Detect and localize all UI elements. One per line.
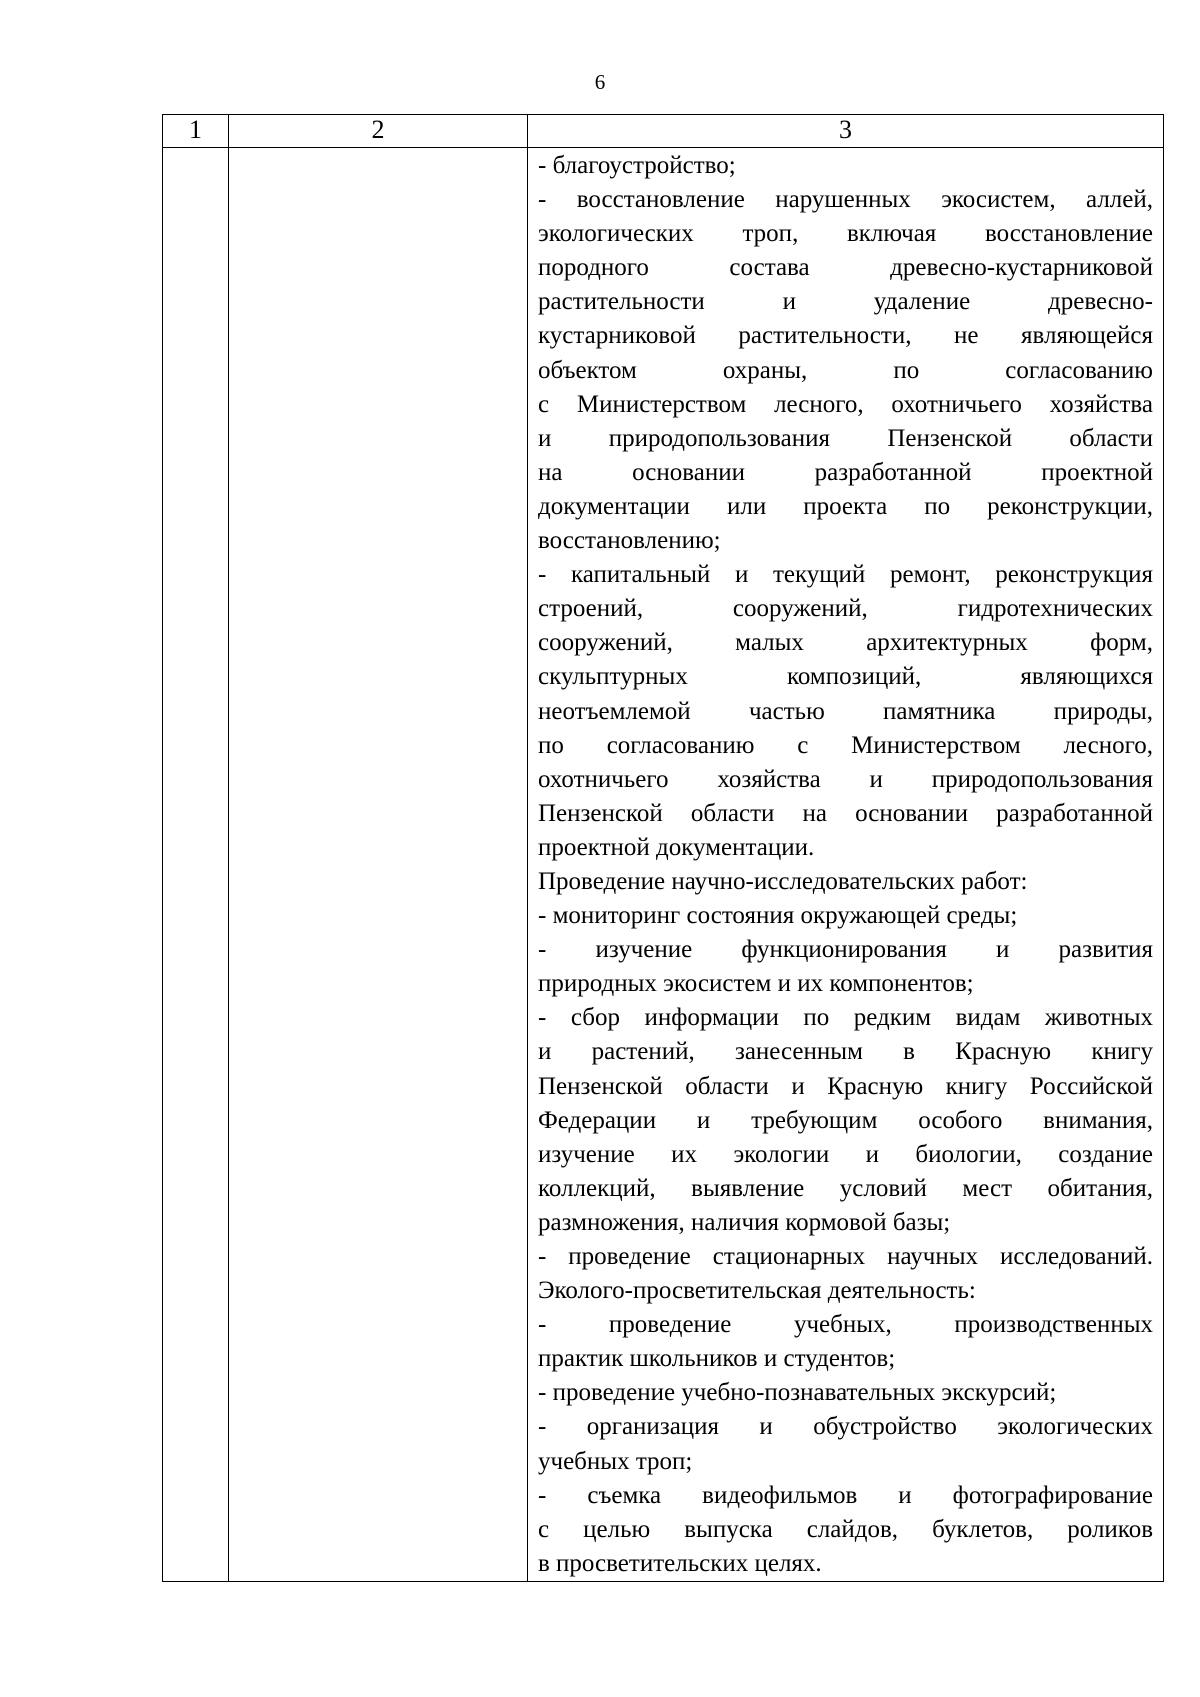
text-line: коллекций, выявление условий мест обитания,	[538, 1174, 1153, 1202]
text-line: Пензенской области на основании разработанной	[538, 799, 1153, 827]
column-header-2: 2	[229, 115, 528, 148]
text-line: объектом охраны, по согласованию	[538, 356, 1153, 384]
text-line: Пензенской области и Красную книгу Российской	[538, 1072, 1153, 1100]
text-line: - организация и обустройство экологических	[538, 1413, 1153, 1441]
text-line: Эколого-просветительская деятельность:	[538, 1277, 976, 1305]
text-line: охотничьего хозяйства и природопользования	[538, 765, 1153, 793]
text-line: строений, сооружений, гидротехнических	[538, 595, 1153, 623]
table-header-row	[163, 115, 1164, 148]
text-line: кустарниковой растительности, не являющейся	[538, 322, 1153, 350]
text-line: размножения, наличия кормовой базы;	[538, 1208, 951, 1236]
text-line: - благоустройство;	[538, 152, 736, 179]
page-number: 6	[594, 70, 606, 94]
text-line: и природопользования Пензенской области	[538, 424, 1153, 452]
text-line: - проведение учебных, производственных	[538, 1311, 1153, 1339]
text-line: - проведение стационарных научных исследований.	[538, 1243, 1153, 1270]
text-line: неотъемлемой частью памятника природы,	[538, 697, 1153, 725]
text-line: - проведение учебно-познавательных экскурсий;	[538, 1379, 1057, 1407]
text-line: изучение их экологии и биологии, создание	[538, 1140, 1153, 1168]
text-line: Федерации и требующим особого внимания,	[538, 1106, 1153, 1134]
text-line: практик школьников и студентов;	[538, 1345, 896, 1373]
text-line: скульптурных композиций, являющихся	[538, 663, 1153, 691]
text-line: с Министерством лесного, охотничьего хозяйства	[538, 390, 1153, 418]
text-line: - изучение функционирования и развития	[538, 936, 1153, 964]
text-line: - съемка видеофильмов и фотографирование	[538, 1481, 1153, 1509]
text-line: растительности и удаление древесно-	[538, 288, 1153, 316]
text-line: сооружений, малых архитектурных форм,	[538, 629, 1153, 657]
cell-column-1	[163, 148, 229, 1582]
text-line: восстановлению;	[538, 527, 721, 555]
text-line: документации или проекта по реконструкции,	[538, 492, 1153, 520]
text-line: экологических троп, включая восстановление	[538, 220, 1153, 248]
cell-column-2	[229, 148, 528, 1582]
column-header-1: 1	[163, 115, 229, 148]
column-header-3: 3	[528, 115, 1164, 148]
text-line: по согласованию с Министерством лесного,	[538, 731, 1153, 759]
text-line: - сбор информации по редким видам животных	[538, 1004, 1153, 1032]
text-line: - мониторинг состояния окружающей среды;	[538, 902, 1018, 930]
text-line: породного состава древесно-кустарниковой	[538, 254, 1153, 282]
text-line: проектной документации.	[538, 833, 815, 861]
content-table	[162, 114, 1164, 1582]
text-line: природных экосистем и их компонентов;	[538, 970, 974, 998]
cell-column-3	[528, 148, 1164, 1582]
text-line: учебных троп;	[538, 1447, 693, 1475]
table-row	[163, 148, 1164, 1582]
text-line: Проведение научно-исследовательских работ:	[538, 867, 1028, 895]
text-line: на основании разработанной проектной	[538, 458, 1153, 486]
text-line: с целью выпуска слайдов, буклетов, роликов	[538, 1515, 1153, 1543]
text-line: и растений, занесенным в Красную книгу	[538, 1038, 1153, 1066]
text-line: - восстановление нарушенных экосистем, аллей,	[538, 186, 1153, 214]
text-line: в просветительских целях.	[538, 1549, 822, 1577]
text-line: - капитальный и текущий ремонт, реконструкция	[538, 561, 1153, 589]
